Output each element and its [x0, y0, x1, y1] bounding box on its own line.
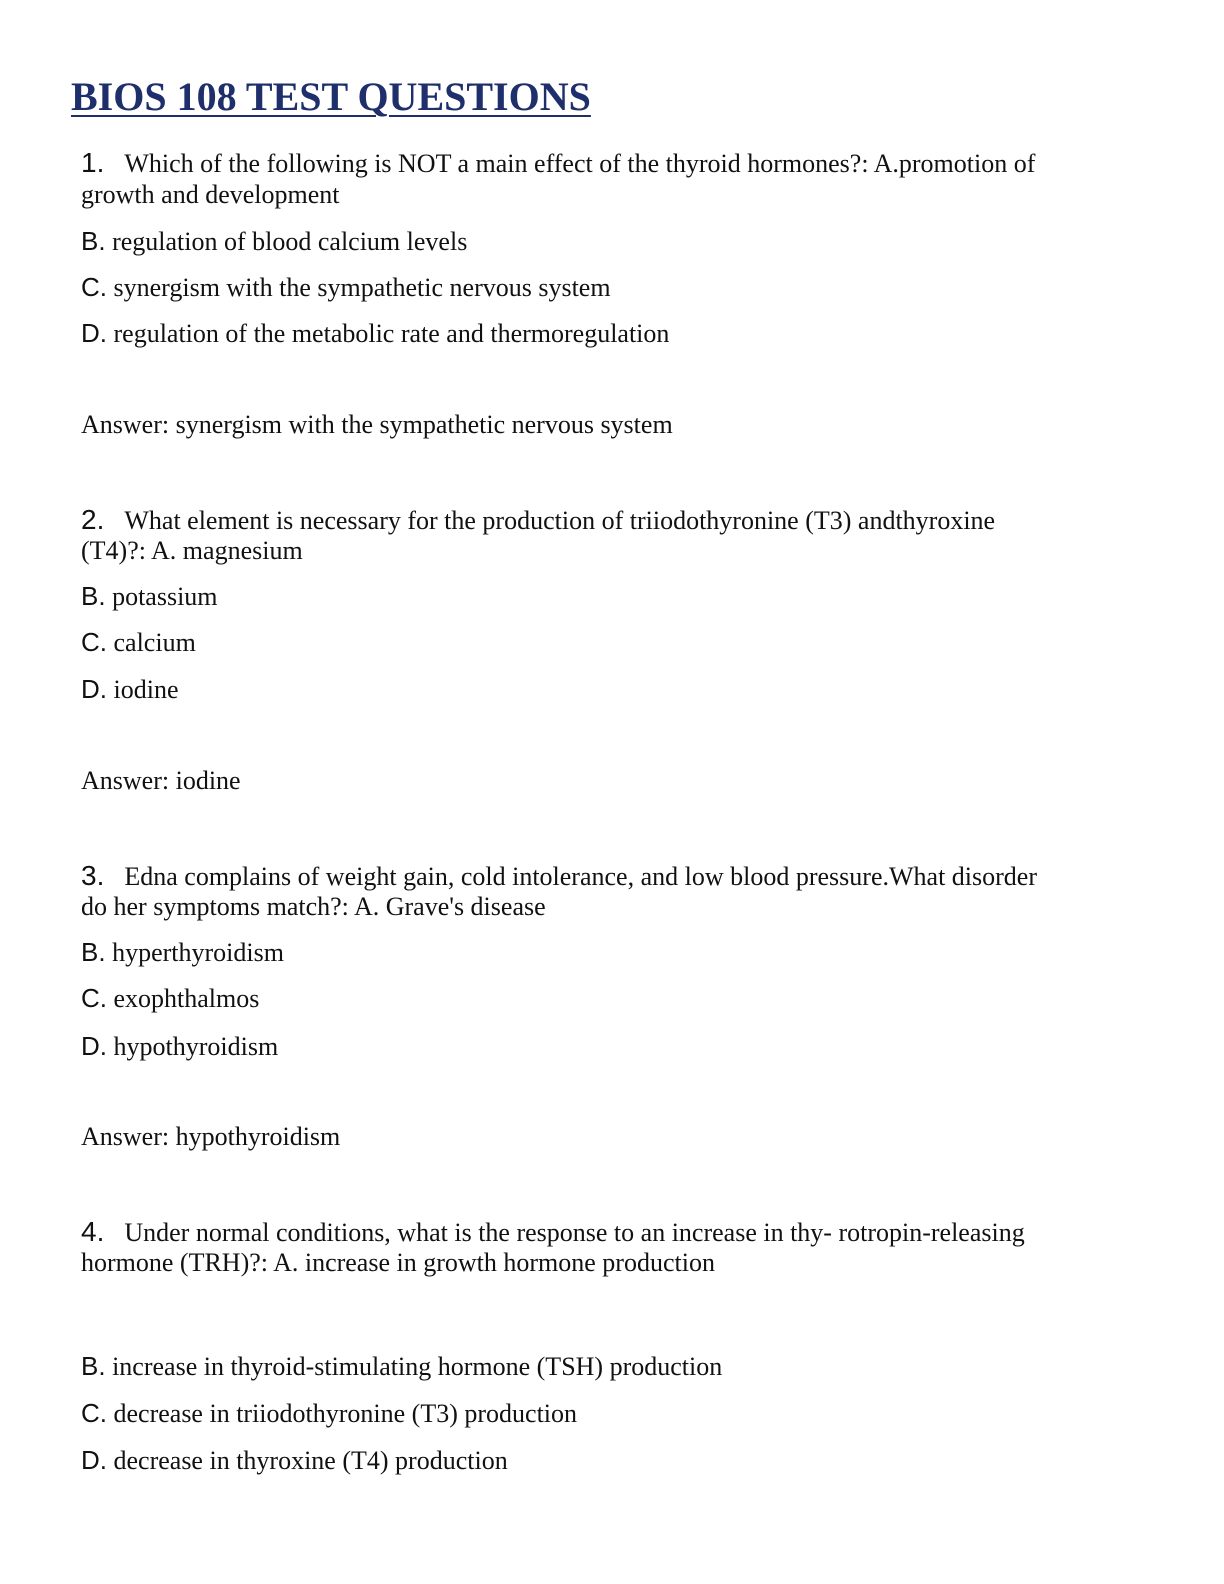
- question-number: 1.: [81, 147, 105, 178]
- question-2-option-c: [81, 627, 196, 658]
- option-letter: D.: [81, 1445, 107, 1475]
- option-text: hyperthyroidism: [105, 938, 284, 967]
- question-number: 2.: [81, 504, 105, 535]
- option-text: iodine: [107, 675, 179, 704]
- question-text: What element is necessary for the production of triiodothyronine (T3) andthyroxine: [124, 506, 996, 535]
- question-4-line-1: [81, 1217, 1025, 1248]
- question-text: Under normal conditions, what is the response to an increase in thy- rotropin-releasing: [124, 1218, 1025, 1247]
- option-text: increase in thyroid-stimulating hormone (TSH) production: [105, 1352, 723, 1381]
- option-letter: C.: [81, 1398, 107, 1428]
- question-3-line-1: [81, 861, 1037, 892]
- option-letter: D.: [81, 318, 107, 348]
- option-text: decrease in triiodothyronine (T3) production: [107, 1399, 578, 1428]
- option-letter: D.: [81, 674, 107, 704]
- question-text: Edna complains of weight gain, cold intolerance, and low blood pressure.What disorder: [124, 862, 1037, 891]
- question-number: 3.: [81, 860, 105, 891]
- question-3-line-2: do her symptoms match?: A. Grave's disease: [81, 892, 546, 921]
- question-1-option-b: [81, 226, 467, 257]
- question-4-option-d: [81, 1445, 508, 1476]
- option-letter: C.: [81, 627, 107, 657]
- option-text: calcium: [107, 628, 196, 657]
- option-text: regulation of blood calcium levels: [105, 227, 468, 256]
- option-letter: B.: [81, 226, 106, 256]
- question-1-option-c: [81, 272, 611, 303]
- question-4-line-2: hormone (TRH)?: A. increase in growth hormone production: [81, 1248, 715, 1277]
- page-title: BIOS 108 TEST QUESTIONS: [71, 74, 591, 119]
- question-3-option-d: [81, 1031, 278, 1062]
- question-4-option-c: [81, 1398, 577, 1429]
- option-text: hypothyroidism: [107, 1032, 279, 1061]
- question-number: 4.: [81, 1216, 105, 1247]
- question-2-option-b: [81, 581, 218, 612]
- question-2-line-2: (T4)?: A. magnesium: [81, 536, 303, 565]
- question-4-option-b: [81, 1351, 722, 1382]
- option-text: decrease in thyroxine (T4) production: [107, 1446, 508, 1475]
- question-1-line-1: [81, 148, 1035, 179]
- option-letter: B.: [81, 1351, 106, 1381]
- option-text: potassium: [105, 582, 218, 611]
- question-3-option-c: [81, 983, 259, 1014]
- option-letter: B.: [81, 581, 106, 611]
- question-3-answer: Answer: hypothyroidism: [81, 1122, 341, 1151]
- option-letter: C.: [81, 983, 107, 1013]
- option-letter: B.: [81, 937, 106, 967]
- question-3-option-b: [81, 937, 284, 968]
- option-text: exophthalmos: [107, 984, 260, 1013]
- question-text: Which of the following is NOT a main effect of the thyroid hormones?: A.promotion of: [124, 149, 1036, 178]
- question-2-option-d: [81, 674, 179, 705]
- question-1-answer: Answer: synergism with the sympathetic nervous system: [81, 410, 673, 439]
- question-2-answer: Answer: iodine: [81, 766, 241, 795]
- option-text: synergism with the sympathetic nervous system: [107, 273, 611, 302]
- question-1-option-d: [81, 318, 669, 349]
- question-2-line-1: [81, 505, 995, 536]
- option-text: regulation of the metabolic rate and thermoregulation: [107, 319, 670, 348]
- option-letter: D.: [81, 1031, 107, 1061]
- question-1-line-2: growth and development: [81, 180, 340, 209]
- option-letter: C.: [81, 272, 107, 302]
